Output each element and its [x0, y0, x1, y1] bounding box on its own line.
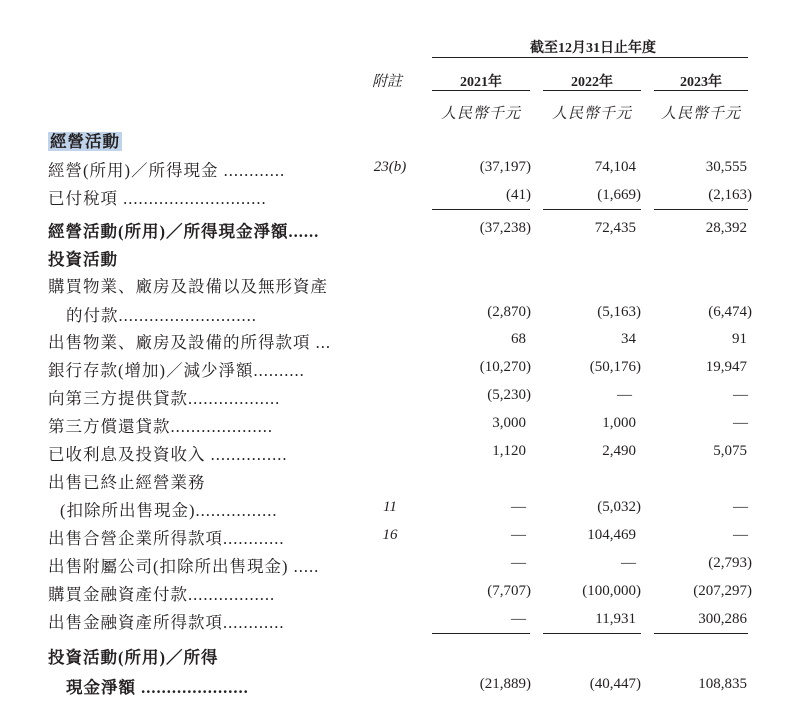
row-note: 11 [383, 499, 397, 515]
row-label: 購買物業、廠房及設備以及無形資產 [48, 277, 328, 296]
currency-2021: 人民幣千元 [440, 106, 521, 122]
row-label: 出售金融資產所得款項............ [48, 613, 285, 632]
subtotal-rule-2021 [432, 209, 530, 210]
row-label: 的付款........................... [66, 306, 257, 325]
row-label: 經營(所用)／所得現金 ............ [48, 161, 286, 180]
row-label-investing-total: 投資活動(所用)／所得 [48, 648, 219, 667]
row-value-2023: — [733, 387, 748, 403]
row-label: (扣除所出售現金)................ [60, 501, 278, 520]
year-2023-rule [654, 90, 748, 91]
row-value-2021: (37,238) [479, 220, 531, 236]
row-label-operating-total: 經營活動(所用)／所得現金淨額...... [48, 222, 320, 241]
row-value-2022: 11,931 [595, 611, 636, 627]
row-label: 出售合營企業所得款項............ [48, 529, 285, 548]
row-value-2022: (1,669) [597, 187, 641, 203]
subtotal-rule-2023 [654, 209, 748, 210]
row-label: 出售物業、廠房及設備的所得款項 ... [48, 333, 331, 352]
row-value-2021: — [511, 555, 526, 571]
row-value-2022: 1,000 [602, 415, 636, 431]
row-value-2022: 104,469 [587, 527, 636, 543]
row-value-2023: 28,392 [705, 220, 747, 236]
row-value-2023: (207,297) [693, 583, 752, 599]
row-label-operating-section [48, 128, 122, 152]
row-label-investing-section: 投資活動 [48, 250, 118, 269]
row-value-2021: 3,000 [492, 415, 526, 431]
subtotal-rule-2022 [543, 209, 641, 210]
row-value-2021: — [511, 611, 526, 627]
row-value-2021: (7,707) [487, 583, 531, 599]
row-value-2021: (5,230) [487, 387, 531, 403]
row-value-2022: — [621, 555, 636, 571]
section-highlight: 經營活動 [50, 132, 120, 151]
row-value-2021: 1,120 [492, 443, 526, 459]
currency-2022: 人民幣千元 [551, 106, 632, 122]
row-value-2023: — [733, 527, 748, 543]
row-value-2023: (2,163) [708, 187, 752, 203]
row-value-2021: 68 [511, 331, 526, 347]
row-value-2021: (10,270) [479, 359, 531, 375]
row-value-2023: 19,947 [705, 359, 747, 375]
row-label: 購買金融資產付款................. [48, 585, 276, 604]
row-value-2023: (6,474) [708, 304, 752, 320]
row-value-2023: 300,286 [698, 611, 747, 627]
year-2022-header: 2022年 [571, 75, 613, 90]
row-value-2022: (40,447) [589, 676, 641, 692]
subtotal-rule-2023 [654, 633, 748, 634]
row-value-2022: 34 [621, 331, 636, 347]
row-value-2023: (2,793) [708, 555, 752, 571]
row-value-2023: 30,555 [705, 159, 747, 175]
row-value-2021: (41) [506, 187, 531, 203]
year-2021-header: 2021年 [460, 75, 502, 90]
year-2023-header: 2023年 [680, 75, 722, 90]
row-label: 已收利息及投資收入 ............... [48, 445, 288, 464]
row-value-2022: (5,163) [597, 304, 641, 320]
row-label: 向第三方提供貸款.................. [48, 389, 281, 408]
row-value-2023: 91 [732, 331, 747, 347]
row-value-2021: (37,197) [479, 159, 531, 175]
row-label: 出售附屬公司(扣除所出售現金) ..... [48, 557, 320, 576]
row-value-2022: 74,104 [594, 159, 636, 175]
row-note: 16 [382, 527, 398, 543]
row-value-2022: — [617, 387, 632, 403]
row-value-2022: 2,490 [602, 443, 636, 459]
subtotal-rule-2022 [543, 633, 641, 634]
row-label: 第三方償還貸款.................... [48, 417, 273, 436]
year-2021-rule [432, 90, 530, 91]
period-rule [432, 57, 748, 58]
row-value-2021: — [511, 499, 526, 515]
row-label-investing-total-cont: 現金淨額 ..................... [66, 678, 249, 697]
note-column-header: 附註 [372, 74, 403, 90]
currency-2023: 人民幣千元 [660, 106, 741, 122]
row-value-2022: 72,435 [594, 220, 636, 236]
period-header: 截至12月31日止年度 [530, 41, 656, 56]
subtotal-rule-2021 [432, 633, 530, 634]
row-value-2022: (50,176) [589, 359, 641, 375]
row-label: 銀行存款(增加)／減少淨額.......... [48, 361, 305, 380]
row-label: 出售已終止經營業務 [48, 473, 206, 492]
row-value-2022: (5,032) [597, 499, 641, 515]
row-value-2023: — [733, 499, 748, 515]
year-2022-rule [543, 90, 641, 91]
row-label: 已付稅項 ............................ [48, 189, 267, 208]
row-value-2023: — [733, 415, 748, 431]
row-note: 23(b) [373, 159, 407, 175]
row-value-2021: (21,889) [479, 676, 531, 692]
row-value-2023: 108,835 [698, 676, 747, 692]
row-value-2021: (2,870) [487, 304, 531, 320]
row-value-2021: — [511, 527, 526, 543]
row-value-2023: 5,075 [713, 443, 747, 459]
row-value-2022: (100,000) [582, 583, 641, 599]
